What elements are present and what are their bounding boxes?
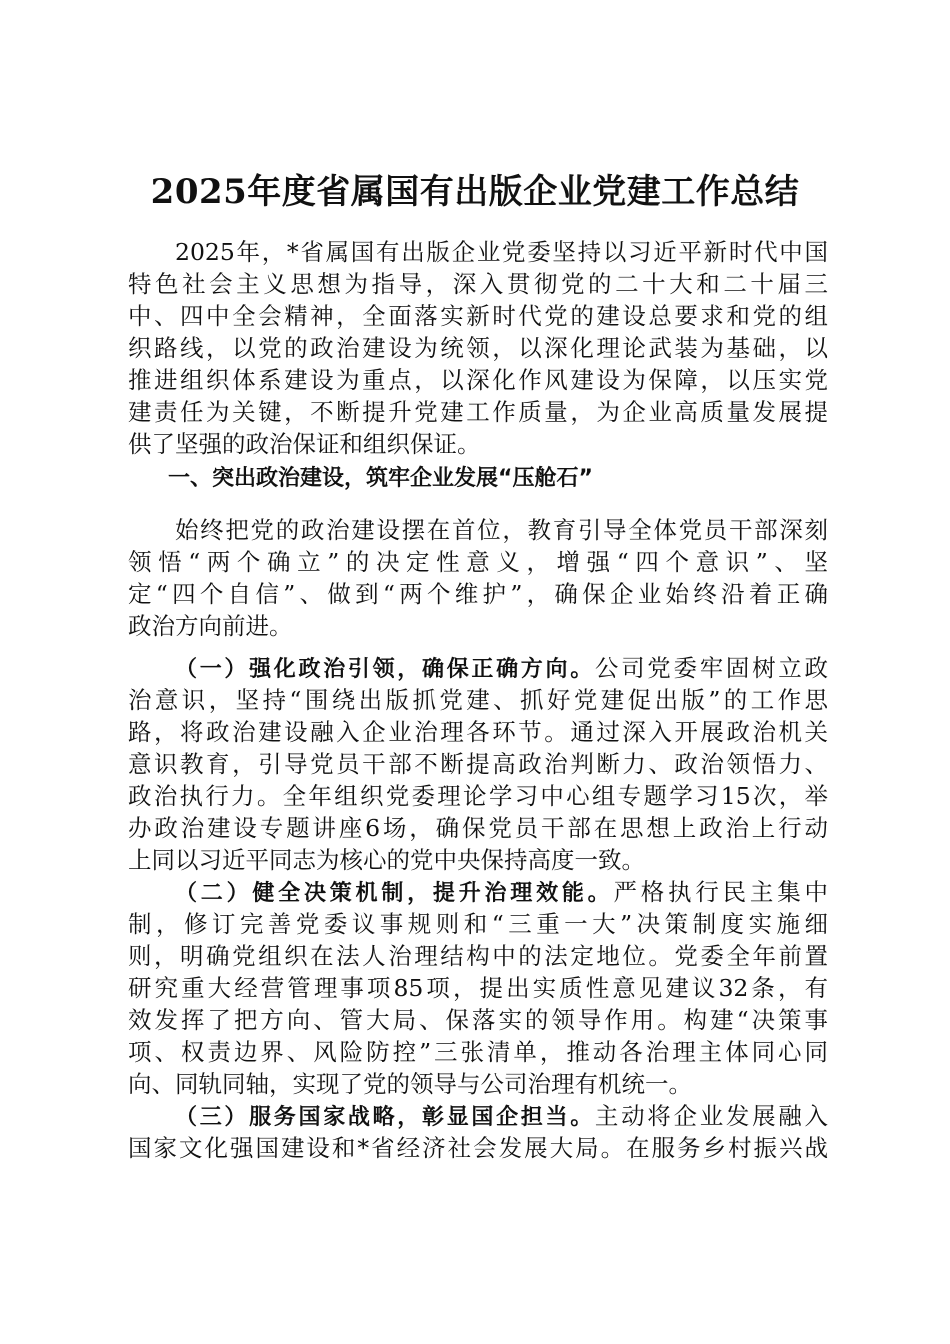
section-intro-paragraph (128, 514, 828, 642)
paragraph-line: 则，明确党组织在法人治理结构中的法定地位。党委全年前置 (128, 942, 828, 970)
paragraph-line: 始终把党的政治建设摆在首位，教育引导全体党员干部深刻 (175, 516, 828, 544)
subsection-lead: （一）强化政治引领，确保正确方向。 (175, 657, 595, 682)
paragraph-line: 政治方向前进。 (128, 612, 293, 640)
paragraph-line: 供了坚强的政治保证和组织保证。 (128, 430, 481, 458)
paragraph-line: 意识教育，引导党员干部不断提高政治判断力、政治领悟力、 (128, 750, 828, 778)
paragraph-line: 织路线，以党的政治建设为统领，以深化理论武装为基础，以 (128, 334, 828, 362)
paragraph-line: 政治执行力。全年组织党委理论学习中心组专题学习15次，举 (128, 782, 828, 810)
subsection-paragraph-1 (128, 652, 828, 876)
paragraph-line: 研究重大经营管理事项85项，提出实质性意见建议32条，有 (128, 974, 828, 1002)
paragraph-line: 制，修订完善党委议事规则和“三重一大”决策制度实施细 (128, 910, 828, 938)
paragraph-line: 2025年，*省属国有出版企业党委坚持以习近平新时代中国 (175, 238, 828, 266)
subsection-lead: （三）服务国家战略，彰显国企担当。 (175, 1105, 595, 1130)
paragraph-text: 严格执行民主集中 (613, 878, 828, 906)
paragraph-line: 治意识，坚持“围绕出版抓党建、抓好党建促出版”的工作思 (128, 686, 828, 714)
paragraph-line: 项、权责边界、风险防控”三张清单，推动各治理主体同心同 (128, 1038, 828, 1066)
paragraph-line: 特色社会主义思想为指导，深入贯彻党的二十大和二十届三 (128, 270, 828, 298)
paragraph-text: 主动将企业发展融入 (594, 1102, 828, 1130)
subsection-lead: （二）健全决策机制，提升治理效能。 (175, 881, 614, 906)
paragraph-line: 中、四中全会精神，全面落实新时代党的建设总要求和党的组 (128, 302, 828, 330)
paragraph-line: 效发挥了把方向、管大局、保落实的领导作用。构建“决策事 (128, 1006, 828, 1034)
paragraph-line (128, 652, 828, 684)
intro-paragraph (128, 236, 828, 460)
paragraph-line: 定“四个自信”、做到“两个维护”，确保企业始终沿着正确 (128, 580, 828, 608)
paragraph-line (128, 876, 828, 908)
paragraph-line: 路，将政治建设融入企业治理各环节。通过深入开展政治机关 (128, 718, 828, 746)
paragraph-line: 建责任为关键，不断提升党建工作质量，为企业高质量发展提 (128, 398, 828, 426)
document-title: 2025年度省属国有出版企业党建工作总结 (150, 172, 800, 212)
subsection-paragraph-3 (128, 1100, 828, 1164)
paragraph-line: 推进组织体系建设为重点，以深化作风建设为保障，以压实党 (128, 366, 828, 394)
section-heading-text: 一、突出政治建设，筑牢企业发展“压舱石” (168, 466, 593, 491)
subsection-paragraph-2 (128, 876, 828, 1100)
paragraph-line: 上同以习近平同志为核心的党中央保持高度一致。 (128, 846, 645, 874)
paragraph-text: 公司党委牢固树立政 (594, 654, 828, 682)
paragraph-line: 向、同轨同轴，实现了党的领导与公司治理有机统一。 (128, 1070, 692, 1098)
paragraph-line: 领悟“两个确立”的决定性意义，增强“四个意识”、坚 (128, 548, 828, 576)
paragraph-line: 办政治建设专题讲座6场，确保党员干部在思想上政治上行动 (128, 814, 828, 842)
section-heading (128, 462, 828, 496)
paragraph-line (128, 1100, 828, 1132)
paragraph-line: 国家文化强国建设和*省经济社会发展大局。在服务乡村振兴战 (128, 1134, 828, 1162)
